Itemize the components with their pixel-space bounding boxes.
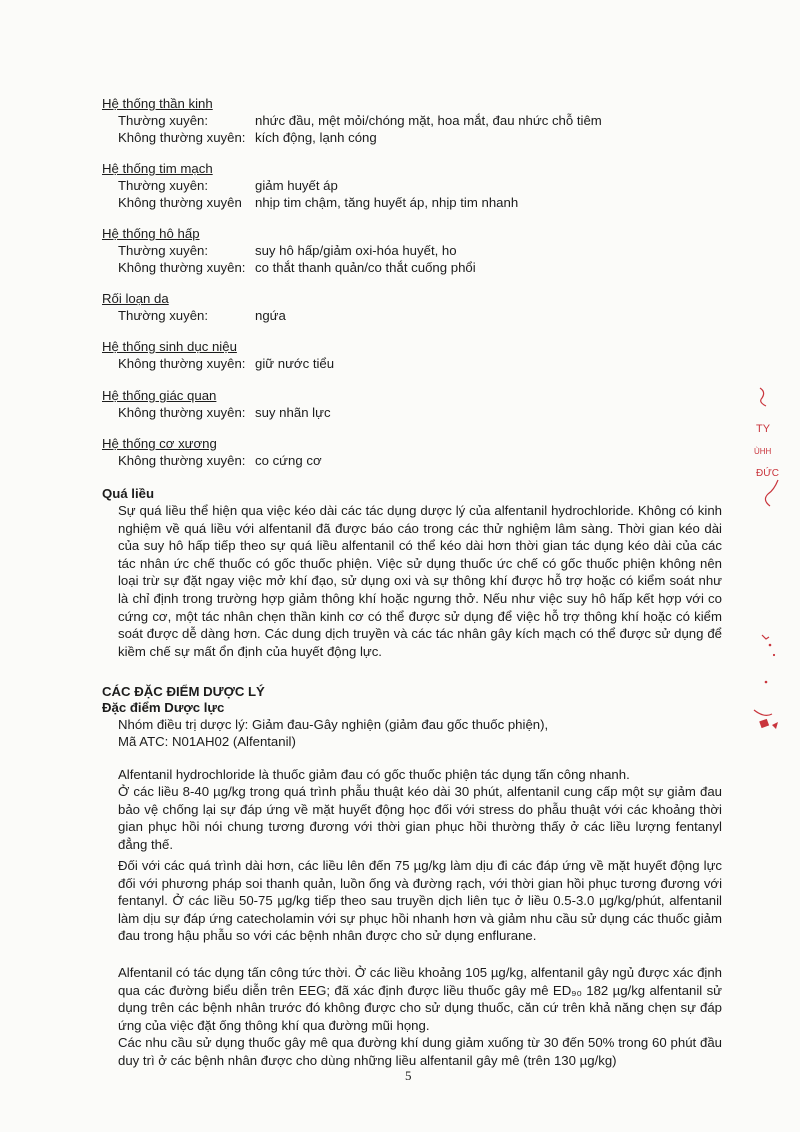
- paragraph-longer-procedures: Đối với các quá trình dài hơn, các liều lên đến 75 µg/kg làm dịu đi các đáp ứng về mặt huyết động lực đối với phương pháp soi thanh quản, luồn ống và đường rạch, với thời gian hồi phục tương đương với fentanyl. Ở các liều 50-75 µg/kg tiếp theo sau truyền dịch liên tục ở liều 0.5-3.0 µg/kg/phút, alfentanil làm dịu sự đáp ứng catecholamin với sự phục hồi nhanh hơn và giảm nhu cầu sử dụng các thuốc giảm đau trong hậu phẫu so với các bệnh nhân được cho sử dụng enflurane.: [118, 858, 722, 944]
- list-item: [118, 405, 331, 420]
- frequency-label: Không thường xuyên:: [118, 260, 246, 275]
- section-heading-senses: Hệ thống giác quan: [102, 388, 217, 403]
- overdose-heading: Quá liều: [102, 486, 155, 501]
- list-item: [118, 308, 286, 323]
- therapeutic-group-line: Nhóm điều trị dược lý: Giảm đau-Gây nghiện (giảm đau gốc thuốc phiện),: [118, 717, 549, 732]
- pharmacodynamics-subheading: Đặc điểm Dược lực: [102, 700, 225, 715]
- frequency-label: Không thường xuyên:: [118, 453, 246, 468]
- stamp-text: ĐỨC: [756, 468, 779, 479]
- effect-value: co cứng cơ: [255, 453, 322, 468]
- paragraph-dosage: Ở các liều 8-40 µg/kg trong quá trình phẫu thuật kéo dài 30 phút, alfentanil cung cấp một sự giảm đau bảo vệ chống lại sự đáp ứng về mặt huyết động học đối với stress do phẫu thuật với các khoảng thời gian phục hồi nói chung tương đương với thời gian phục hồi thường thấy ở các liều lượng fentanyl đẳng thế.: [118, 784, 722, 852]
- section-heading-cardiovascular: Hệ thống tim mạch: [102, 161, 213, 176]
- effect-value: ngứa: [255, 308, 286, 323]
- frequency-label: Không thường xuyên:: [118, 356, 246, 371]
- list-item: [118, 453, 322, 468]
- atc-code-line: Mã ATC: N01AH02 (Alfentanil): [118, 734, 296, 749]
- section-heading-respiratory: Hệ thống hô hấp: [102, 226, 200, 241]
- stamp-text: ÙHH: [754, 447, 772, 456]
- red-stamp-fragment: [748, 380, 788, 760]
- paragraph-onset: Alfentanil có tác dụng tấn công tức thời. Ở các liều khoảng 105 µg/kg, alfentanil gây ngủ được xác định qua các đường biểu diễn trên EEG; đã xác định được liều thuốc gây mê ED₉₀ 182 µg/kg alfentanil sử dụng trên các bệnh nhân trước đó không được cho sử dụng thuốc, căn cứ trên khả năng chẹn sự đáp ứng của việc đặt ống thông khí qua đường mũi họng.: [118, 965, 722, 1033]
- list-item: [118, 195, 519, 210]
- section-heading-skin: Rối loạn da: [102, 291, 169, 306]
- list-item: [118, 178, 338, 193]
- frequency-label: Không thường xuyên:: [118, 130, 246, 145]
- section-heading-nervous: Hệ thống thần kinh: [102, 96, 213, 111]
- effect-value: kích động, lạnh cóng: [255, 130, 377, 145]
- list-item: [118, 130, 377, 145]
- section-heading-musculoskeletal: Hệ thống cơ xương: [102, 436, 217, 451]
- frequency-label: Không thường xuyên: [118, 195, 242, 210]
- effect-value: giữ nước tiểu: [255, 356, 335, 371]
- frequency-label: Không thường xuyên:: [118, 405, 246, 420]
- page-number: 5: [405, 1068, 412, 1083]
- list-item: [118, 356, 335, 371]
- effect-value: suy hô hấp/giảm oxi-hóa huyết, ho: [255, 243, 457, 258]
- section-heading-genitourinary: Hệ thống sinh dục niệu: [102, 339, 237, 354]
- overdose-paragraph: Sự quá liều thể hiện qua việc kéo dài các tác dụng dược lý của alfentanil hydrochloride. Không có kinh nghiệm về quá liều với alfentanil đã được báo cáo trong các thử nghiệm lâm sàng. Thời gian kéo dài của suy hô hấp tiếp theo sự quá liều alfentanil có thể kéo dài hơn thời gian tác dụng kéo dài của các tác nhân ức chế thuốc có gốc thuốc phiện. Việc sử dụng thuốc ức chế có gốc thuốc phiện không nên loại trừ sự đặt ngay việc mở khí đạo, sử dụng oxi và sự thông khí được hỗ trợ hoặc có kiểm soát như là chỉ định trong trường hợp giảm thông khí hoặc ngưng thở. Nếu như việc suy hô hấp kết hợp với co cứng cơ, một tác nhân chẹn thần kinh cơ có thể được sử dụng để việc hỗ trợ thông khí hoặc có kiểm soát được dễ dàng hơn. Các dung dịch truyền và các tác nhân gây kích mạch có thể được sử dụng để kiềm chế sự mất ổn định của huyết động lực.: [118, 503, 722, 659]
- effect-value: giảm huyết áp: [255, 178, 338, 193]
- effect-value: nhịp tim chậm, tăng huyết áp, nhịp tim nhanh: [255, 195, 519, 210]
- pharmacology-heading: CÁC ĐẶC ĐIỂM DƯỢC LÝ: [102, 684, 265, 699]
- frequency-label: Thường xuyên:: [118, 113, 209, 128]
- list-item: [118, 260, 476, 275]
- paragraph-intro-line: Alfentanil hydrochloride là thuốc giảm đau có gốc thuốc phiện tác dụng tấn công nhanh.: [118, 767, 630, 782]
- effect-value: suy nhãn lực: [255, 405, 331, 420]
- paragraph-anesthetic-requirements: Các nhu cầu sử dụng thuốc gây mê qua đường khí dung giảm xuống từ 30 đến 50% trong 60 phút đầu duy trì ở các bệnh nhân được cho dùng những liều alfentanil gây mê (trên 130 µg/kg): [118, 1035, 722, 1068]
- stamp-text: TY: [756, 423, 771, 435]
- effect-value: nhức đầu, mệt mỏi/chóng mặt, hoa mắt, đau nhức chỗ tiêm: [255, 113, 602, 128]
- effect-value: co thắt thanh quản/co thắt cuống phổi: [255, 260, 476, 275]
- frequency-label: Thường xuyên:: [118, 178, 209, 193]
- list-item: [118, 243, 457, 258]
- list-item: [118, 113, 602, 128]
- frequency-label: Thường xuyên:: [118, 308, 209, 323]
- frequency-label: Thường xuyên:: [118, 243, 209, 258]
